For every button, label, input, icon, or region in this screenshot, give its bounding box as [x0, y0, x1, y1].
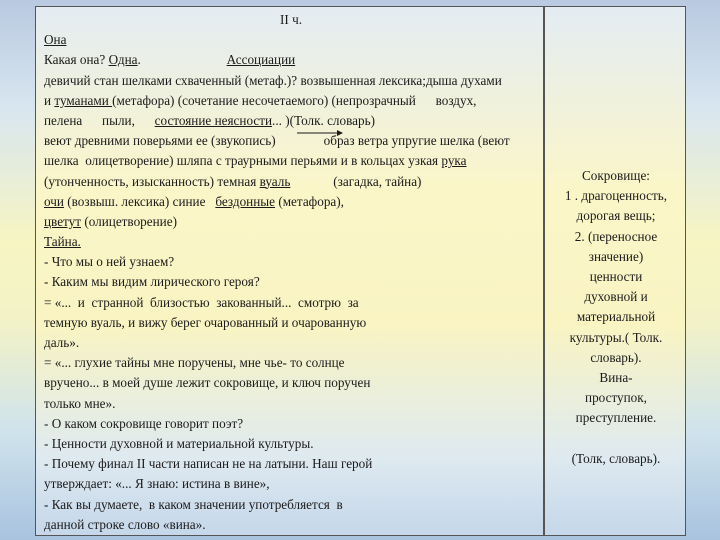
question: - Почему финал II части написан не на латыни. Наш герой: [44, 456, 373, 472]
line-24: [44, 495, 538, 515]
line-19: [44, 394, 538, 414]
text: (олицетворение): [81, 213, 177, 229]
part-heading: [44, 10, 538, 30]
line-12: [44, 252, 538, 272]
question: - Что мы о ней узнаем?: [44, 254, 175, 270]
line-6: [44, 131, 538, 151]
answer: - Ценности духовной и материальной культуры.: [44, 435, 314, 451]
text: (утонченность, изысканность) темная: [44, 173, 260, 189]
text: Какая она?: [44, 52, 109, 68]
question: - Как вы думаете, в каком значении употребляется в: [44, 496, 343, 512]
definition-line: 1 . драгоценность,: [564, 188, 668, 204]
definition-line: значение): [588, 248, 644, 264]
line-11: [44, 232, 538, 252]
text: образ ветра упругие шелка (веют: [323, 133, 510, 149]
term-tumanami: туманами: [54, 92, 113, 108]
text: пелена пыли,: [44, 112, 155, 128]
part-heading-text: II ч.: [279, 12, 302, 27]
line-20: [44, 414, 538, 434]
quote: утверждает: «... Я знаю: истина в вине»,: [44, 476, 270, 492]
text: девичий стан шелками схваченный (метаф.)? возвышенная лексика;дыша духами: [44, 72, 502, 88]
definition-line: дорогая вещь;: [576, 208, 656, 224]
definition-line: 2. (переносное: [574, 228, 658, 244]
line-5: [44, 111, 538, 131]
line-21: [44, 434, 538, 454]
text: шелка олицетворение) шляпа с траурными перьями и в кольцах узкая: [44, 153, 442, 169]
arrow-right-icon: [297, 130, 343, 136]
line-25: [44, 515, 538, 535]
term-taina: Тайна.: [44, 234, 81, 250]
text: веют древними поверьями ее (звукопись): [44, 133, 276, 149]
line-16: [44, 333, 538, 353]
text: (метафора),: [275, 193, 344, 209]
text: и: [44, 92, 55, 108]
definition-source: (Толк, словарь).: [571, 450, 661, 466]
question: - Каким мы видим лирического героя?: [44, 274, 260, 290]
term-odna: Одна: [108, 52, 138, 68]
line-10: [44, 212, 538, 232]
definition-line: Вина-: [599, 370, 633, 386]
line-8: [44, 172, 538, 192]
line-7: [44, 151, 538, 171]
blank-line: [550, 429, 682, 449]
definition-line: преступление.: [575, 410, 657, 426]
column-divider: [543, 6, 545, 536]
term-vual: вуаль: [259, 173, 291, 189]
definition-line: проступок,: [585, 390, 647, 406]
line-9: [44, 192, 538, 212]
quote: даль».: [44, 335, 80, 350]
definition-line: словарь).: [590, 349, 642, 365]
line-13: [44, 272, 538, 292]
quote: = «... и странной близостью закованный... смотрю за: [44, 294, 359, 310]
term-ruka: рука: [441, 153, 467, 169]
definition-line: материальной: [576, 309, 656, 325]
line-15: [44, 313, 538, 333]
line-4: [44, 91, 538, 111]
term-ona: Она: [44, 32, 67, 48]
quote: темную вуаль, и вижу берег очарованный и очарованную: [44, 314, 367, 330]
quote: = «... глухие тайны мне поручены, мне чье- то солнце: [44, 355, 345, 371]
definition-line: ценности: [589, 269, 643, 285]
line-14: [44, 293, 538, 313]
quote: вручено... в моей душе лежит сокровище, и ключ поручен: [44, 375, 371, 391]
term-neyasnost: состояние неясности: [154, 112, 273, 128]
term-ochi: очи: [44, 193, 64, 209]
term-tsvetut: цветут: [44, 213, 82, 229]
quote: только мне».: [44, 395, 116, 411]
text: ... )(Толк. словарь): [272, 112, 376, 128]
definition-line: духовной и: [584, 289, 648, 305]
definition-line: культуры.( Толк.: [569, 329, 663, 345]
text: (загадка, тайна): [290, 173, 422, 189]
text: (возвыш. лексика) синие: [63, 193, 216, 209]
line-2: [44, 50, 538, 70]
text: .: [137, 52, 227, 68]
line-22: [44, 454, 538, 474]
definition-title: Сокровище:: [582, 168, 650, 183]
line-23: [44, 474, 538, 494]
left-column: [44, 10, 538, 535]
line-17: [44, 353, 538, 373]
right-column: [550, 166, 682, 469]
term-bezdonnye: бездонные: [215, 193, 276, 209]
line-18: [44, 373, 538, 393]
line-1: [44, 30, 538, 50]
text: (метафора) (сочетание несочетаемого) (непрозрачный воздух,: [112, 92, 477, 108]
question: данной строке слово «вина».: [44, 516, 206, 532]
associations-label: Ассоциации: [226, 52, 296, 68]
question: - О каком сокровище говорит поэт?: [44, 415, 244, 431]
line-3: [44, 71, 538, 91]
